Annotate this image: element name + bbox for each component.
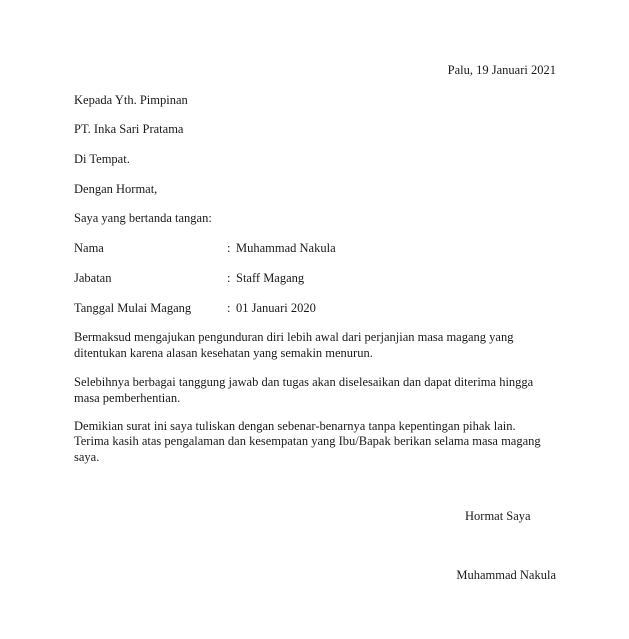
signer-name: Muhammad Nakula: [456, 568, 556, 582]
field-label: Jabatan: [74, 271, 112, 285]
field-label: Nama: [74, 241, 104, 255]
recipient-location: Di Tempat.: [74, 152, 130, 166]
field-colon: :: [227, 301, 231, 315]
recipient-title: Kepada Yth. Pimpinan: [74, 93, 188, 107]
recipient-company: PT. Inka Sari Pratama: [74, 122, 184, 136]
paragraph-line: saya.: [74, 450, 100, 464]
field-label: Tanggal Mulai Magang: [74, 301, 192, 315]
paragraph-line: ditentukan karena alasan kesehatan yang semakin menurun.: [74, 346, 373, 360]
field-value: Staff Magang: [236, 271, 305, 285]
paragraph-line: masa pemberhentian.: [74, 391, 181, 405]
paragraph-line: Demikian surat ini saya tuliskan dengan sebenar-benarnya tanpa kepentingan pihak lain.: [74, 419, 516, 433]
field-colon: :: [227, 271, 231, 285]
salutation: Dengan Hormat,: [74, 182, 158, 196]
paragraph-line: Bermaksud mengajukan pengunduran diri lebih awal dari perjanjian masa magang yang: [74, 330, 514, 344]
intro-text: Saya yang bertanda tangan:: [74, 211, 212, 225]
paragraph-line: Selebihnya berbagai tanggung jawab dan tugas akan diselesaikan dan dapat diterima hingga: [74, 375, 534, 389]
field-colon: :: [227, 241, 231, 255]
field-value: Muhammad Nakula: [236, 241, 336, 255]
paragraph-line: Terima kasih atas pengalaman dan kesempatan yang Ibu/Bapak berikan selama masa magang: [74, 434, 541, 448]
field-value: 01 Januari 2020: [236, 301, 316, 315]
place-date: Palu, 19 Januari 2021: [447, 63, 556, 77]
closing-phrase: Hormat Saya: [465, 509, 531, 523]
